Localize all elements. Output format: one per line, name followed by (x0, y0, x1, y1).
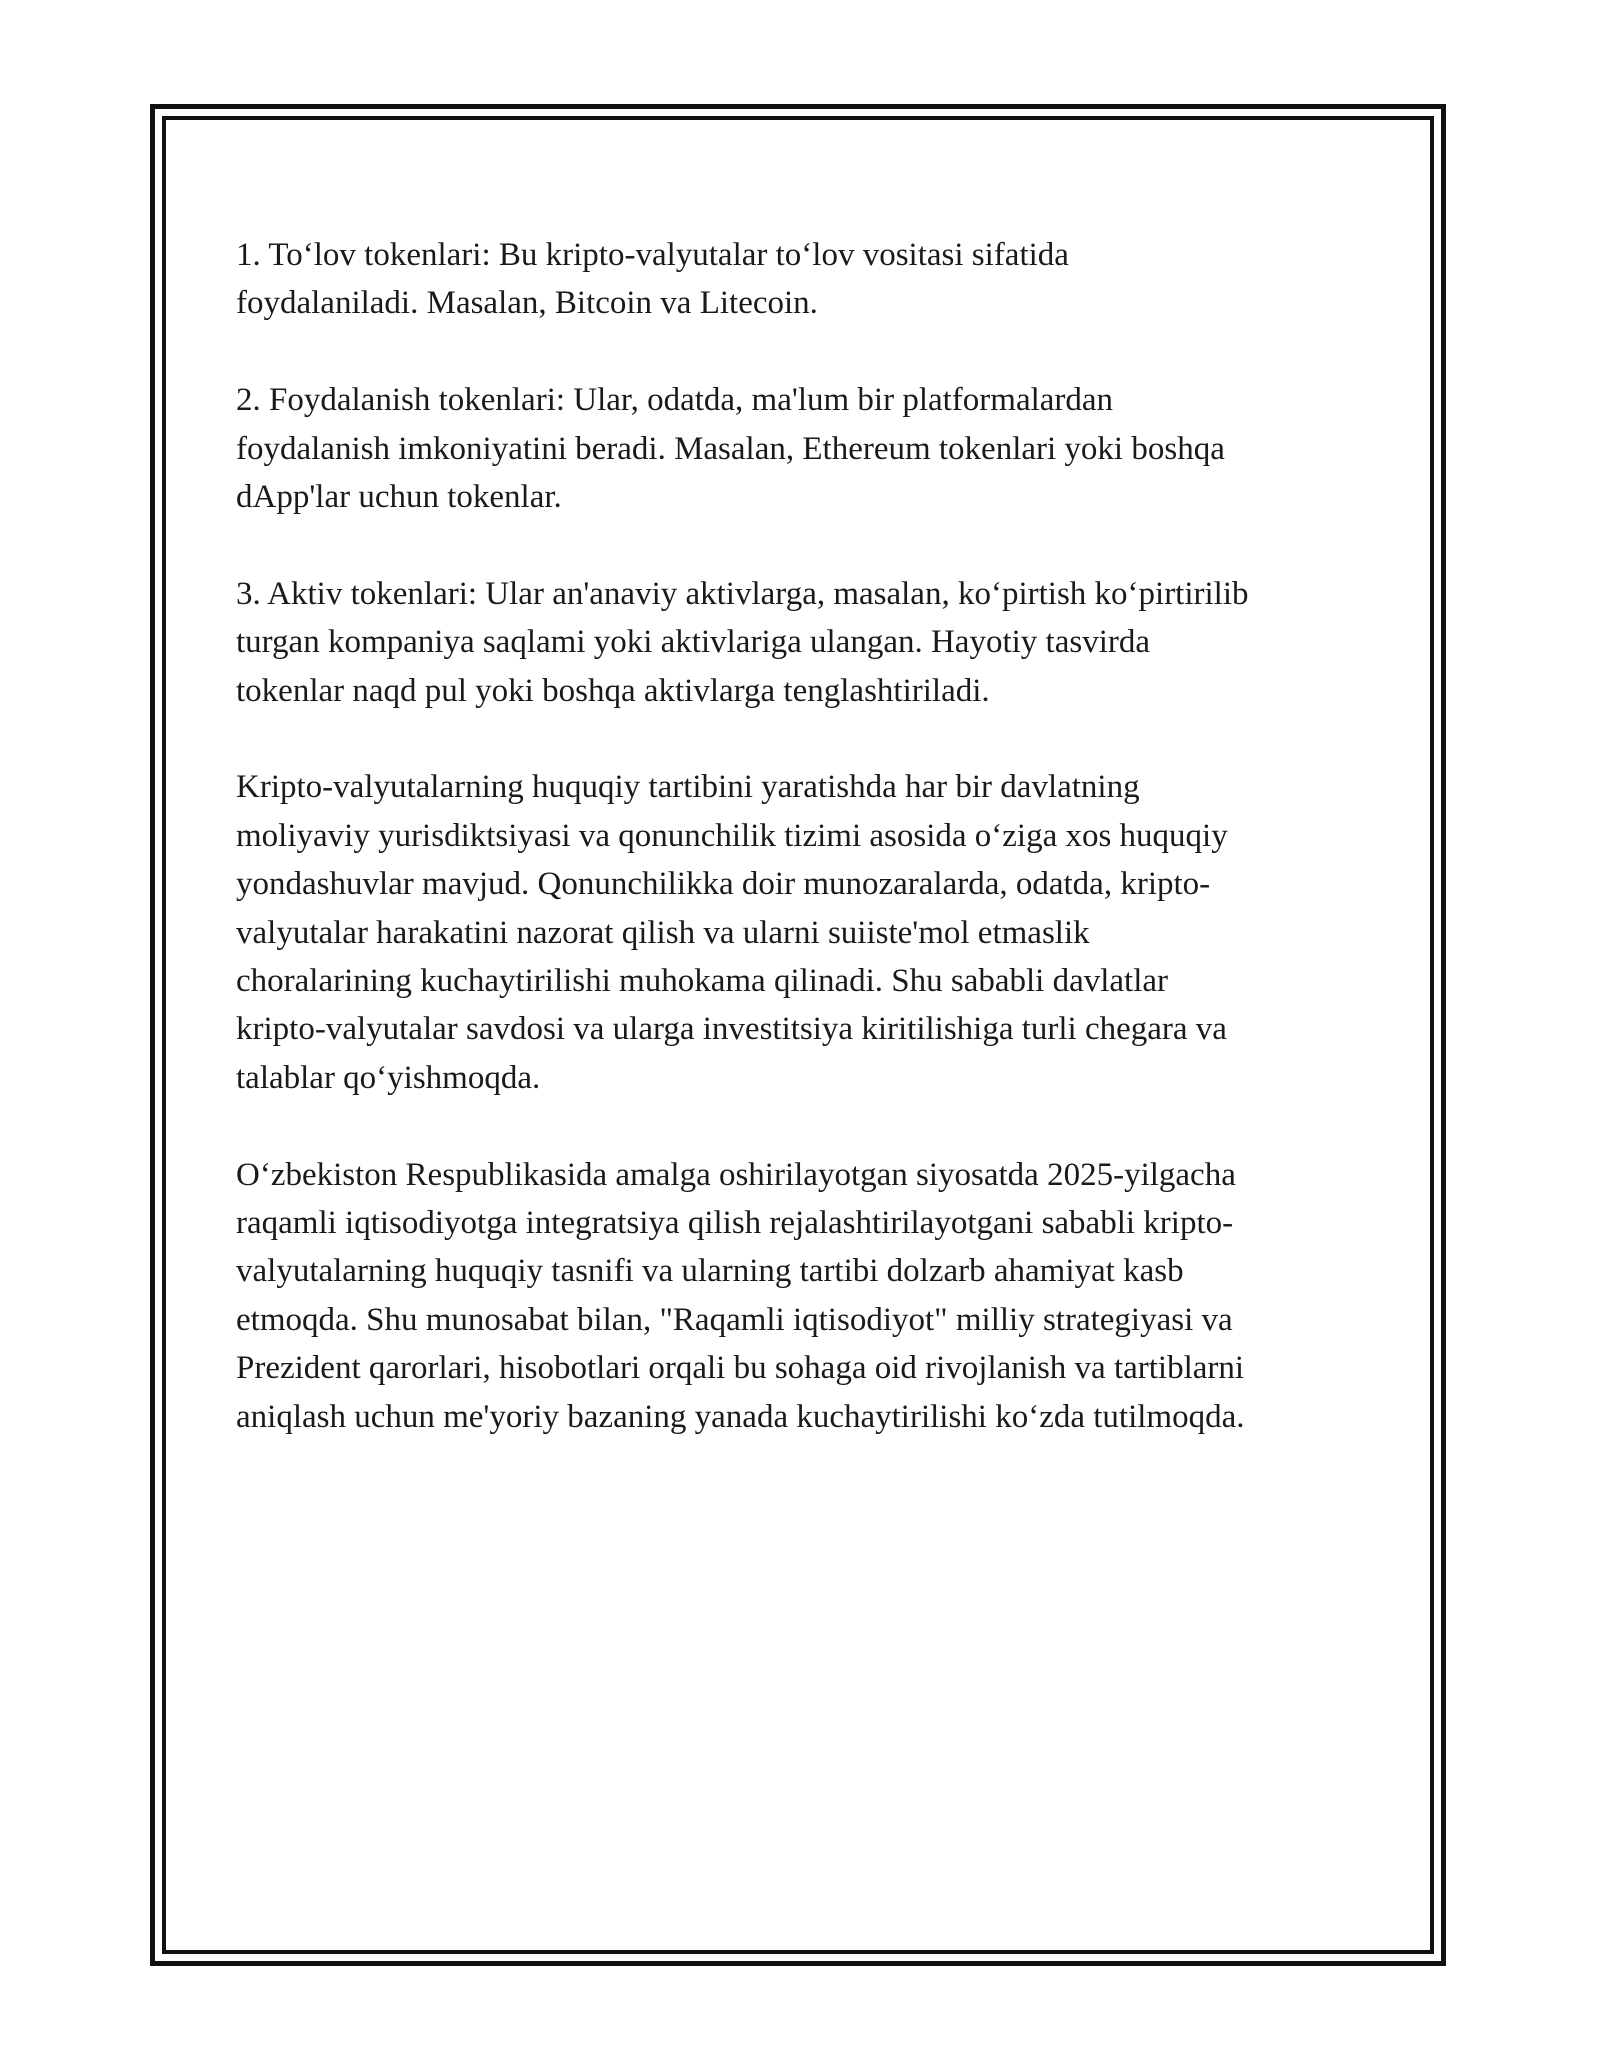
paragraph-asset-tokens: 3. Aktiv tokenlari: Ular an'anaviy aktivlarga, masalan, ko‘pirtish ko‘pirtirilib turgan kompaniya saqlami yoki aktivlariga ulangan. Hayotiy tasvirda tokenlar naqd pul yoki boshqa aktivlarga tenglashtiriladi. (236, 575, 1249, 709)
paragraph-utility-tokens: 2. Foydalanish tokenlari: Ular, odatda, ma'lum bir platformalardan foydalanish imkoniyatini beradi. Masalan, Ethereum tokenlari yoki boshqa dApp'lar uchun tokenlar. (236, 382, 1225, 516)
paragraph-payment-tokens: 1. To‘lov tokenlari: Bu kripto-valyutalar to‘lov vositasi sifatida foydalaniladi. Masalan, Bitcoin va Litecoin. (236, 237, 1069, 322)
paragraph-legal-regime: Kripto-valyutalarning huquqiy tartibini yaratishda har bir davlatning moliyaviy yurisdiktsiyasi va qonunchilik tizimi asosida o‘ziga xos huquqiy yondashuvlar mavjud. Qonunchilikka doir munozaralarda, odatda, kripto- valyutalar harakatini nazorat qilish va ularni suiiste'mol etmaslik choralarining kuchaytirilishi muhokama qilinadi. Shu sababli davlatlar kripto-valyutalar savdosi va ularga investitsiya kiritilishiga turli chegara va talablar qo‘yishmoqda. (236, 769, 1228, 1096)
document-body (236, 231, 1386, 1489)
paragraph-uzbekistan-policy: O‘zbekiston Respublikasida amalga oshirilayotgan siyosatda 2025-yilgacha raqamli iqtisodiyotga integratsiya qilish rejalashtirilayotgani sababli kripto- valyutalarning huquqiy tasnifi va ularning tartibi dolzarb ahamiyat kasb etmoqda. Shu munosabat bilan, "Raqamli iqtisodiyot" milliy strategiyasi va Prezident qarorlari, hisobotlari orqali bu sohaga oid rivojlanish va tartiblarni aniqlash uchun me'yoriy bazaning yanada kuchaytirilishi ko‘zda tutilmoqda. (236, 1156, 1245, 1435)
